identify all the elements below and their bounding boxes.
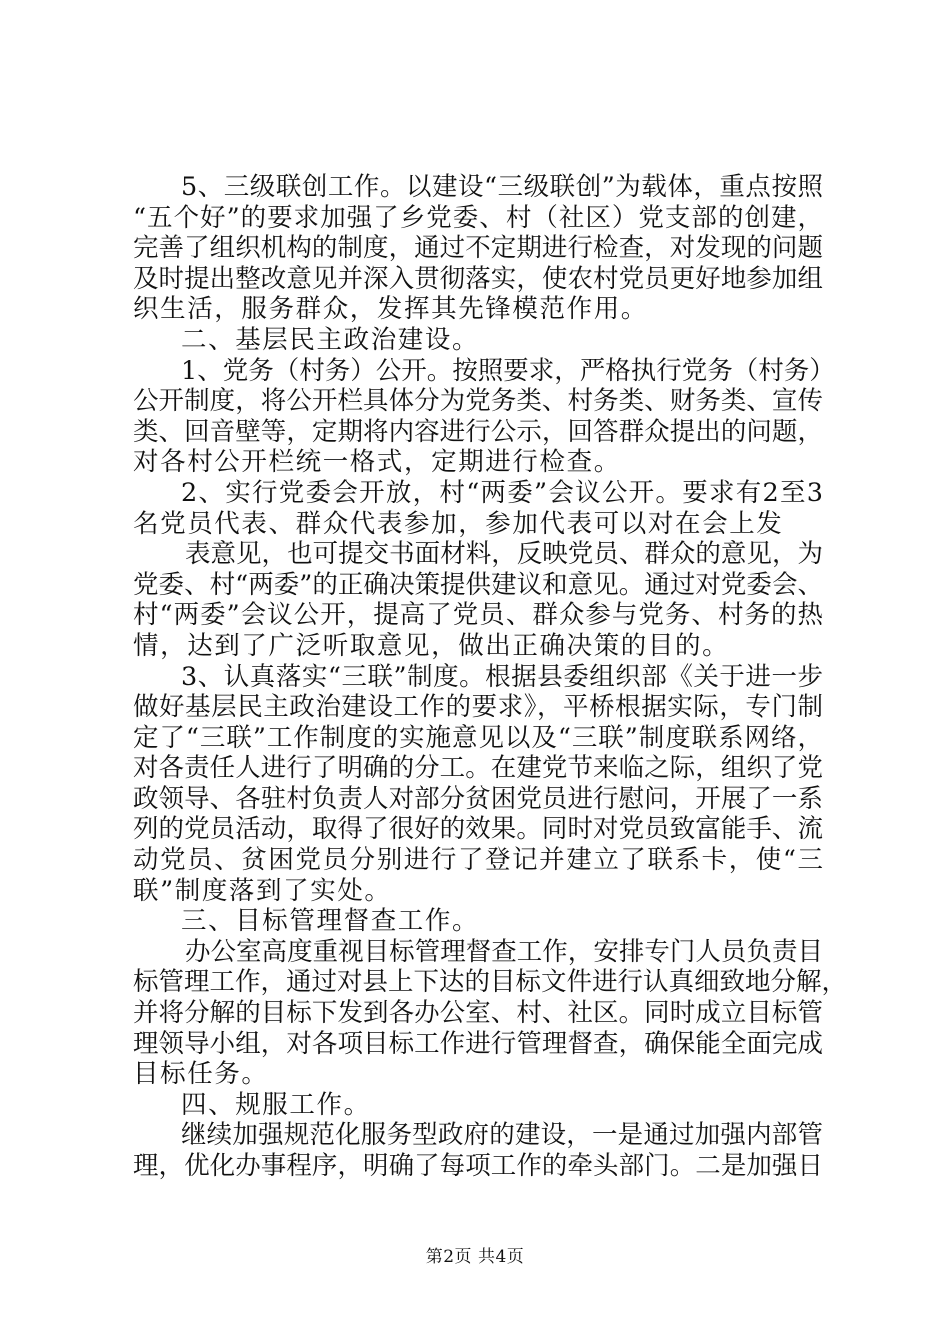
text-line: 标管理工作，通过对县上下达的目标文件进行认真细致地分解，: [133, 967, 848, 998]
text-line: 完善了组织机构的制度，通过不定期进行检查，对发现的问题: [133, 233, 823, 264]
text-line: 名党员代表、群众代表参加，参加代表可以对在会上发: [133, 508, 784, 539]
text-line: 四、规服工作。: [181, 1089, 371, 1120]
text-line: 继续加强规范化服务型政府的建设，一是通过加强内部管: [181, 1120, 823, 1151]
text-line: 党委、村“两委”的正确决策提供建议和意见。通过对党委会、: [133, 569, 823, 600]
text-line: 办公室高度重视目标管理督查工作，安排专门人员负责目: [185, 936, 823, 967]
text-line: 及时提出整改意见并深入贯彻落实，使农村党员更好地参加组: [133, 263, 823, 294]
text-line: 公开制度，将公开栏具体分为党务类、村务类、财务类、宣传: [133, 386, 823, 417]
text-line: 二、基层民主政治建设。: [181, 324, 480, 355]
text-line: 情，达到了广泛听取意见，做出正确决策的目的。: [133, 630, 730, 661]
text-line: 类、回音壁等，定期将内容进行公示，回答群众提出的问题，: [133, 416, 823, 447]
text-line: 并将分解的目标下发到各办公室、村、社区。同时成立目标管: [133, 998, 823, 1029]
text-line: 村“两委”会议公开，提高了党员、群众参与党务、村务的热: [133, 600, 823, 631]
text-line: 动党员、贫困党员分别进行了登记并建立了联系卡，使“三: [133, 845, 823, 876]
text-line: “五个好”的要求加强了乡党委、村（社区）党支部的创建，: [133, 202, 823, 233]
text-line: 对各村公开栏统一格式，定期进行检查。: [133, 447, 621, 478]
text-line: 做好基层民主政治建设工作的要求》，平桥根据实际，专门制: [133, 692, 823, 723]
text-line: 1、党务（村务）公开。按照要求，严格执行党务（村务）: [181, 355, 835, 386]
text-line: 三、目标管理督查工作。: [181, 906, 480, 937]
text-line: 表意见，也可提交书面材料，反映党员、群众的意见，为: [185, 539, 823, 570]
document-body: [133, 172, 848, 1182]
text-line: 织生活，服务群众，发挥其先锋模范作用。: [133, 294, 648, 325]
text-line: 3、认真落实“三联”制度。根据县委组织部《关于进一步: [181, 661, 823, 692]
text-line: 理领导小组，对各项目标工作进行管理督查，确保能全面完成: [133, 1028, 823, 1059]
text-line: 5、三级联创工作。以建设“三级联创”为载体，重点按照: [181, 172, 823, 202]
text-line: 联”制度落到了实处。: [133, 875, 392, 906]
text-line: 政领导、各驻村负责人对部分贫困党员进行慰问，开展了一系: [133, 783, 823, 814]
text-line: 对各责任人进行了明确的分工。在建党节来临之际，组织了党: [133, 753, 823, 784]
text-line: 理，优化办事程序，明确了每项工作的牵头部门。二是加强日: [133, 1151, 823, 1181]
text-line: 列的党员活动，取得了很好的效果。同时对党员致富能手、流: [133, 814, 823, 845]
page-footer: 第2页 共4页: [425, 1247, 525, 1267]
text-line: 2、实行党委会开放，村“两委”会议公开。要求有2至3: [181, 477, 823, 508]
text-line: 目标任务。: [133, 1059, 269, 1090]
text-line: 定了“三联”工作制度的实施意见以及“三联”制度联系网络，: [133, 722, 823, 753]
